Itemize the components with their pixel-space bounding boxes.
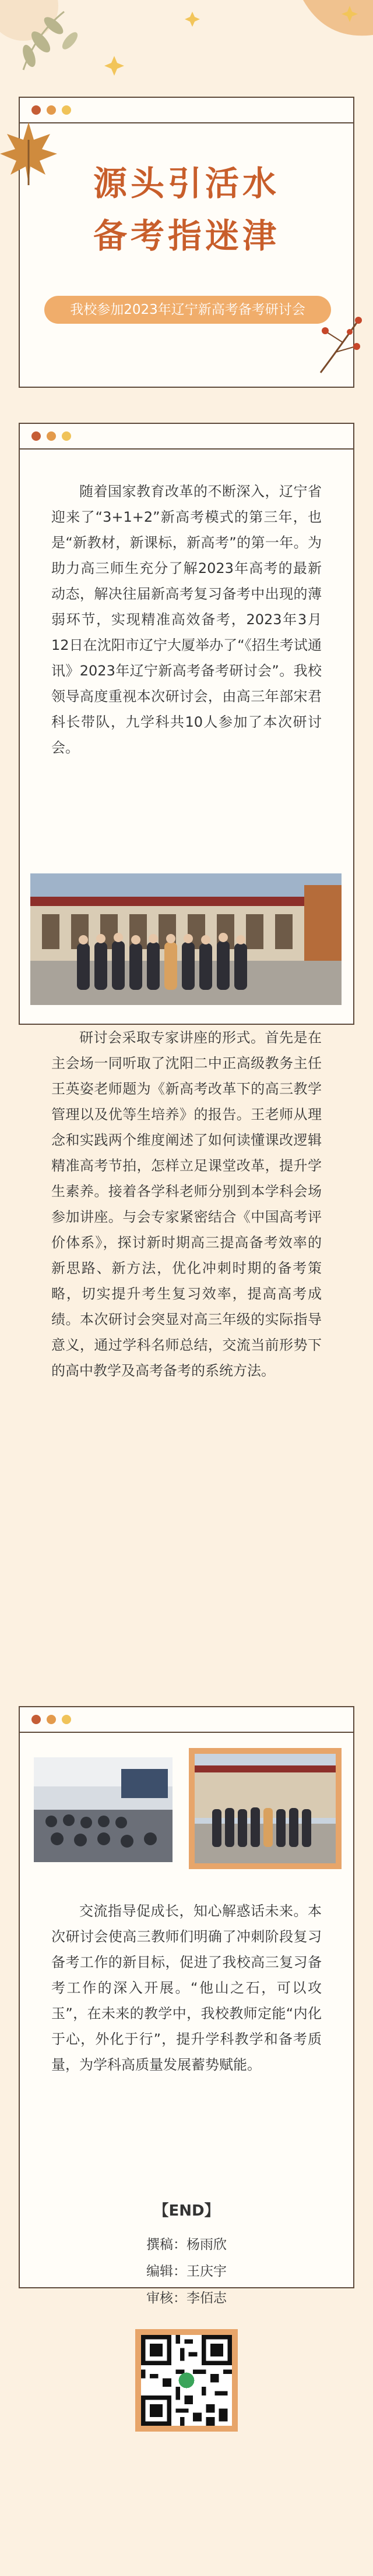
card-title-bar <box>20 1707 353 1733</box>
window-dot-orange <box>47 105 56 115</box>
credit-reviewer: 审核：李佰志 <box>146 2291 227 2306</box>
subtitle-banner: 我校参加2023年辽宁新高考备考研讨会 <box>44 296 331 324</box>
leaf-decoration <box>0 0 373 87</box>
article-paragraph-2: 研讨会采取专家讲座的形式。首先是在主会场一同听取了沈阳二中正高级教务主任王英姿老师题为《新高考改革下的高三教学管理以及优等生培养》的报告。王老师从理念和实践两个维度阐述了如何读懂课改逻辑精准高考节拍，怎样立足课堂改革，提升学生素养。接着各学科老师分别到本学科会场参加讲座。与会专家紧密结合《中国高考评价体系》，探讨新时期高三提高备考效率的新思路、新方法，优化冲刺时期的备考策略，切实提升考生复习效率，提高高考成绩。本次研讨会突显对高三年级的实际指导意义，通过学科名师总结，交流当前形势下的高中教学及高考备考的系统方法。 <box>51 1029 322 1379</box>
window-dot-yellow <box>62 1715 71 1724</box>
window-dot-red <box>31 431 41 441</box>
card-title-bar <box>20 98 353 123</box>
window-dot-yellow <box>62 431 71 441</box>
window-dot-orange <box>47 1715 56 1724</box>
group-photo-building <box>30 873 342 1005</box>
end-label: 【END】 <box>153 2202 220 2220</box>
page-title-line2: 备考指迷津 <box>93 216 280 256</box>
title-card <box>19 97 354 388</box>
page-title-line1: 源头引活水 <box>93 164 280 203</box>
card-title-bar <box>20 424 353 450</box>
window-dot-yellow <box>62 105 71 115</box>
conference-hall-photo <box>34 1757 173 1862</box>
group-photo-hall <box>195 1754 336 1863</box>
credit-writer: 撰稿：杨雨欣 <box>146 2237 227 2252</box>
credit-editor: 编辑：王庆宇 <box>146 2264 227 2279</box>
article-paragraph-1: 随着国家教育改革的不断深入，辽宁省迎来了“3+1+2”新高考模式的第三年，也是“新教材，新课标，新高考”的第一年。为助力高三师生充分了解2023年高考的最新动态，解决往届新高考复习备考中出现的薄弱环节，实现精准高效备考，2023年3月12日在沈阳市辽宁大厦举办了“《招生考试通讯》2023年辽宁新高考备考研讨会”。我校领导高度重视本次研讨会，由高三年部宋君科长带队，九学科共10人参加了本次研讨会。 <box>51 483 322 756</box>
window-dot-red <box>31 1715 41 1724</box>
maple-leaf-icon <box>0 116 61 186</box>
window-dot-red <box>31 105 41 115</box>
berry-branch-icon <box>309 314 367 378</box>
article-paragraph-3: 交流指导促成长，知心解惑话未来。本次研讨会使高三教师们明确了冲刺阶段复习备考工作的新目标，促进了我校高三复习备考工作的深入开展。“他山之石，可以攻玉”，在未来的教学中，我校教师定能“内化于心，外化于行”，提升学科教学和备考质量，为学科高质量发展蓄势赋能。 <box>51 1903 322 2073</box>
qr-code-frame <box>135 2329 238 2432</box>
qr-code-icon[interactable] <box>141 2335 232 2426</box>
window-dot-orange <box>47 431 56 441</box>
